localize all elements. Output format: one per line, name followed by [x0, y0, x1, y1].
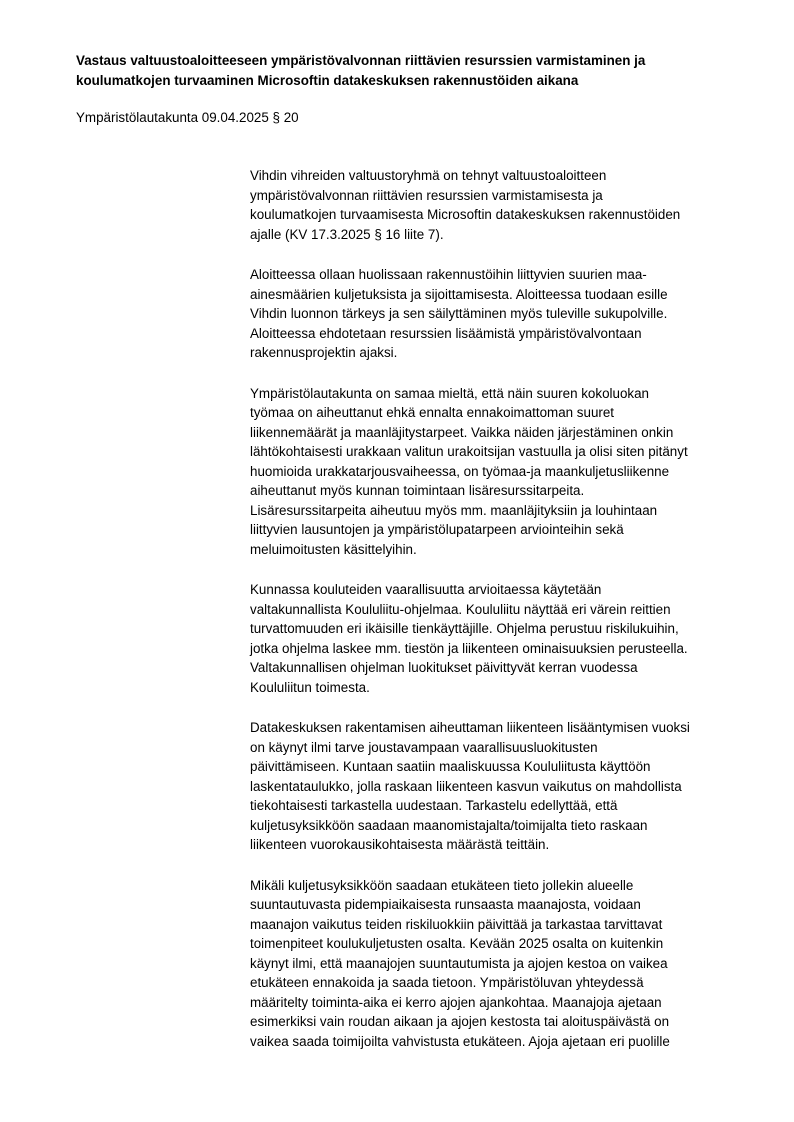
text-line: Datakeskuksen rakentamisen aiheuttaman liikenteen lisääntymisen vuoksi — [250, 720, 690, 735]
text-line: on käynyt ilmi tarve joustavampaan vaarallisuusluokitusten — [250, 739, 598, 755]
title-line: Vastaus valtuustoaloitteeseen ympäristövalvonnan riittävien resurssien varmistaminen ja — [76, 53, 646, 68]
text-line: laskentataulukko, jolla raskaan liikenteen kasvun vaikutus on mahdollista — [250, 778, 682, 794]
text-line: tiekohtaisesti tarkastella uudestaan. Tarkastelu edellyttää, että — [250, 798, 618, 813]
paragraph-initiative-concerns — [250, 265, 750, 363]
text-line: Aloitteessa ehdotetaan resurssien lisäämistä ympäristövalvontaan — [250, 325, 642, 341]
text-line: turvattomuuden eri ikäisille tienkäyttäjille. Ohjelma perustuu riskilukuihin, — [250, 621, 679, 636]
text-line: Vihdin luonnon tärkeys ja sen säilyttäminen myös tuleville sukupolville. — [250, 306, 668, 321]
text-line: Valtakunnallisen ohjelman luokitukset päivittyvät kerran vuodessa — [250, 660, 638, 675]
text-line: Vihdin vihreiden valtuustoryhmä on tehnyt valtuustoaloitteen — [250, 168, 607, 183]
text-line: määritelty toiminta-aika ei kerro ajojen ajankohtaa. Maanajoja ajetaan — [250, 994, 662, 1010]
text-line: Kunnassa kouluteiden vaarallisuutta arvioitaessa käytetään — [250, 582, 602, 597]
text-line: ajalle (KV 17.3.2025 § 16 liite 7). — [250, 226, 444, 242]
text-line: esimerkiksi vain roudan aikaan ja ajojen kestosta tai aloituspäivästä on — [250, 1014, 670, 1029]
text-line: Lisäresurssitarpeita aiheutuu myös mm. maanläjityksiin ja louhintaan — [250, 502, 658, 518]
text-line: Aloitteessa ollaan huolissaan rakennustöihin liittyvien suurien maa- — [250, 267, 647, 282]
document-title — [76, 51, 716, 91]
text-line: Koululiitun toimesta. — [250, 679, 370, 695]
text-line: huomioida urakkatarjousvaiheessa, on työmaa-ja maankuljetusliikenne — [250, 463, 670, 479]
text-line: liittyvien lausuntojen ja ympäristölupatarpeen arviointeihin sekä — [250, 522, 624, 537]
document-body — [250, 166, 750, 1072]
text-line: lähtökohtaisesti urakkaan valitun urakoitsijan vastuulla ja olisi siten pitänyt — [250, 444, 688, 459]
text-line: jotka ohjelma laskee mm. tiestön ja liikenteen ominaisuuksien perusteella. — [250, 640, 688, 656]
text-line: liikennemäärät ja maanläjitystarpeet. Vaikka näiden järjestäminen onkin — [250, 424, 674, 440]
text-line: maanajon vaikutus teiden riskiluokkiin päivittää ja tarkastaa tarvittavat — [250, 916, 663, 932]
text-line: käynyt ilmi, että maanajojen suuntautumista ja ajojen kestoa on vaikea — [250, 955, 668, 971]
text-line: toimenpiteet koulukuljetusten osalta. Kevään 2025 osalta on kuitenkin — [250, 936, 664, 951]
text-line: valtakunnallista Koululiitu-ohjelmaa. Koululiitu näyttää eri värein reittien — [250, 601, 671, 617]
text-line: Ympäristölautakunta on samaa mieltä, että näin suuren kokoluokan — [250, 385, 649, 401]
committee-meeting-reference: Ympäristölautakunta 09.04.2025 § 20 — [76, 110, 299, 125]
text-line: etukäteen ennakoida ja saada tietoon. Ympäristöluvan yhteydessä — [250, 975, 644, 990]
text-line: ympäristövalvonnan riittävien resurssien varmistamisesta ja — [250, 187, 603, 203]
paragraph-committee-view — [250, 384, 750, 560]
text-line: päivittämiseen. Kuntaan saatiin maaliskuussa Koululiitusta käyttöön — [250, 759, 651, 774]
text-line: rakennusprojektin ajaksi. — [250, 345, 398, 360]
paragraph-transport-advance-info — [250, 876, 750, 1052]
paragraph-initiative-intro — [250, 166, 750, 244]
text-line: työmaa on aiheuttanut ehkä ennalta ennakoimattoman suuret — [250, 405, 615, 420]
text-line: vaikea saada toimijoilta vahvistusta etukäteen. Ajoja ajetaan eri puolille — [250, 1033, 670, 1049]
text-line: meluimoitusten käsittelyihin. — [250, 541, 417, 557]
text-line: kuljetusyksikköön saadaan maanomistajalta/toimijalta tieto raskaan — [250, 817, 648, 833]
title-line: koulumatkojen turvaaminen Microsoftin datakeskuksen rakennustöiden aikana — [76, 73, 579, 88]
text-line: liikenteen vuorokausikohtaisesta määrästä teittäin. — [250, 837, 550, 852]
paragraph-datacenter-traffic — [250, 718, 750, 855]
text-line: ainesmäärien kuljetuksista ja sijoittamisesta. Aloitteessa tuodaan esille — [250, 286, 668, 302]
text-line: Mikäli kuljetusyksikköön saadaan etukäteen tieto jollekin alueelle — [250, 877, 634, 893]
text-line: suuntautuvasta pidempiaikaisesta runsaasta maanajosta, voidaan — [250, 897, 641, 912]
text-line: aiheuttanut myös kunnan toimintaan lisäresurssitarpeita. — [250, 483, 585, 498]
text-line: koulumatkojen turvaamisesta Microsoftin datakeskuksen rakennustöiden — [250, 207, 681, 222]
paragraph-koululiitu — [250, 580, 750, 697]
